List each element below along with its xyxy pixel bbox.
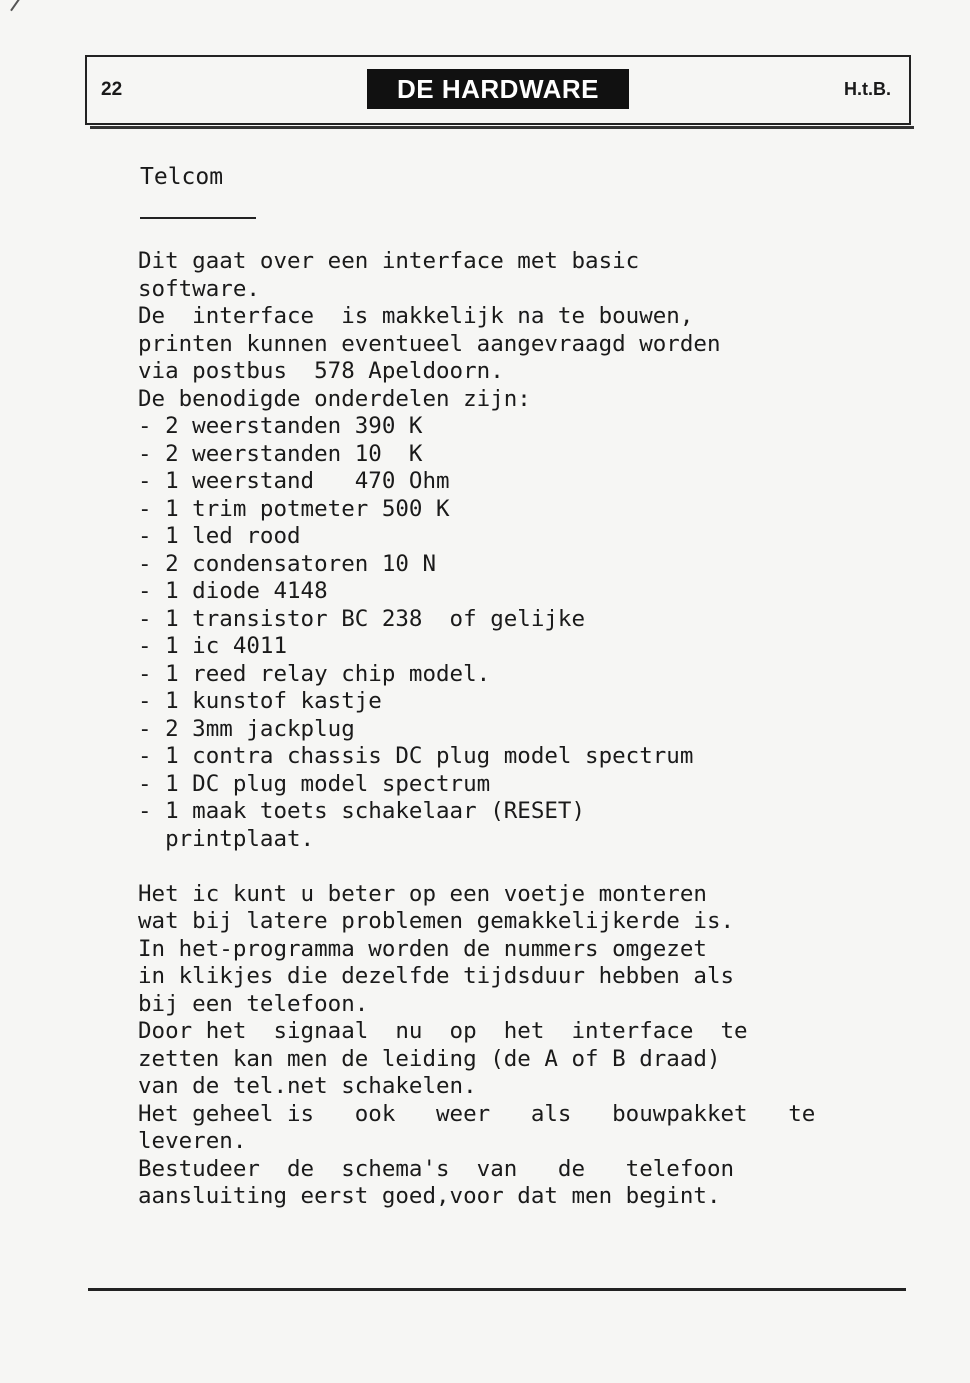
body-line: Het geheel is ook weer als bouwpakket te <box>138 1100 816 1127</box>
body-line: - 1 reed relay chip model. <box>138 660 491 687</box>
body-line: - 1 trim potmeter 500 K <box>138 495 450 522</box>
article-body <box>138 248 878 1211</box>
body-line: leveren. <box>138 1128 247 1154</box>
body-line: - 1 maak toets schakelaar (RESET) <box>138 798 586 824</box>
body-line: aansluiting eerst goed,voor dat men begint. <box>138 1183 721 1209</box>
body-line: van de tel.net schakelen. <box>138 1073 477 1099</box>
body-line: - 1 ic 4011 <box>138 633 288 659</box>
body-line: - 1 weerstand 470 Ohm <box>138 468 450 494</box>
page-number: 22 <box>101 79 123 100</box>
body-line: - 1 transistor BC 238 of gelijke <box>138 605 586 632</box>
body-line: - 1 DC plug model spectrum <box>138 770 491 797</box>
body-line: De benodigde onderdelen zijn: <box>138 385 531 412</box>
body-line: printen kunnen eventueel aangevraagd worden <box>138 330 721 357</box>
title-underline <box>140 217 256 219</box>
body-line: Dit gaat over een interface met basic <box>138 248 640 274</box>
body-line: - 2 weerstanden 390 K <box>138 413 423 439</box>
body-line: - 2 weerstanden 10 K <box>138 440 423 467</box>
body-line: Bestudeer de schema's van de telefoon <box>138 1155 735 1182</box>
body-line: bij een telefoon. <box>138 990 369 1017</box>
bottom-rule <box>88 1288 906 1291</box>
article-title: Telcom <box>140 164 224 190</box>
body-line: printplaat. <box>138 825 315 852</box>
body-line: wat bij latere problemen gemakkelijkerde is. <box>138 908 735 934</box>
page-header <box>85 55 911 125</box>
body-line: zetten kan men de leiding (de A of B draad) <box>138 1045 721 1072</box>
body-line: Door het signaal nu op het interface te <box>138 1018 748 1044</box>
body-line: - 1 contra chassis DC plug model spectrum <box>138 743 694 769</box>
body-line: De interface is makkelijk na te bouwen, <box>138 303 694 329</box>
body-line: - 1 kunstof kastje <box>138 688 382 714</box>
body-line: in klikjes die dezelfde tijdsduur hebben als <box>138 963 735 989</box>
body-line: In het-programma worden de nummers omgezet <box>138 935 707 962</box>
author-initials: H.t.B. <box>844 79 891 99</box>
body-line: - 2 3mm jackplug <box>138 715 355 742</box>
section-title: DE HARDWARE <box>367 69 629 109</box>
body-line <box>138 853 878 881</box>
body-line: Het ic kunt u beter op een voetje monteren <box>138 880 707 907</box>
corner-mark <box>10 0 20 11</box>
body-line: - 1 diode 4148 <box>138 578 328 604</box>
body-line: via postbus 578 Apeldoorn. <box>138 358 504 384</box>
body-line: - 1 led rood <box>138 523 301 549</box>
body-line: software. <box>138 275 260 302</box>
body-line: - 2 condensatoren 10 N <box>138 550 437 577</box>
